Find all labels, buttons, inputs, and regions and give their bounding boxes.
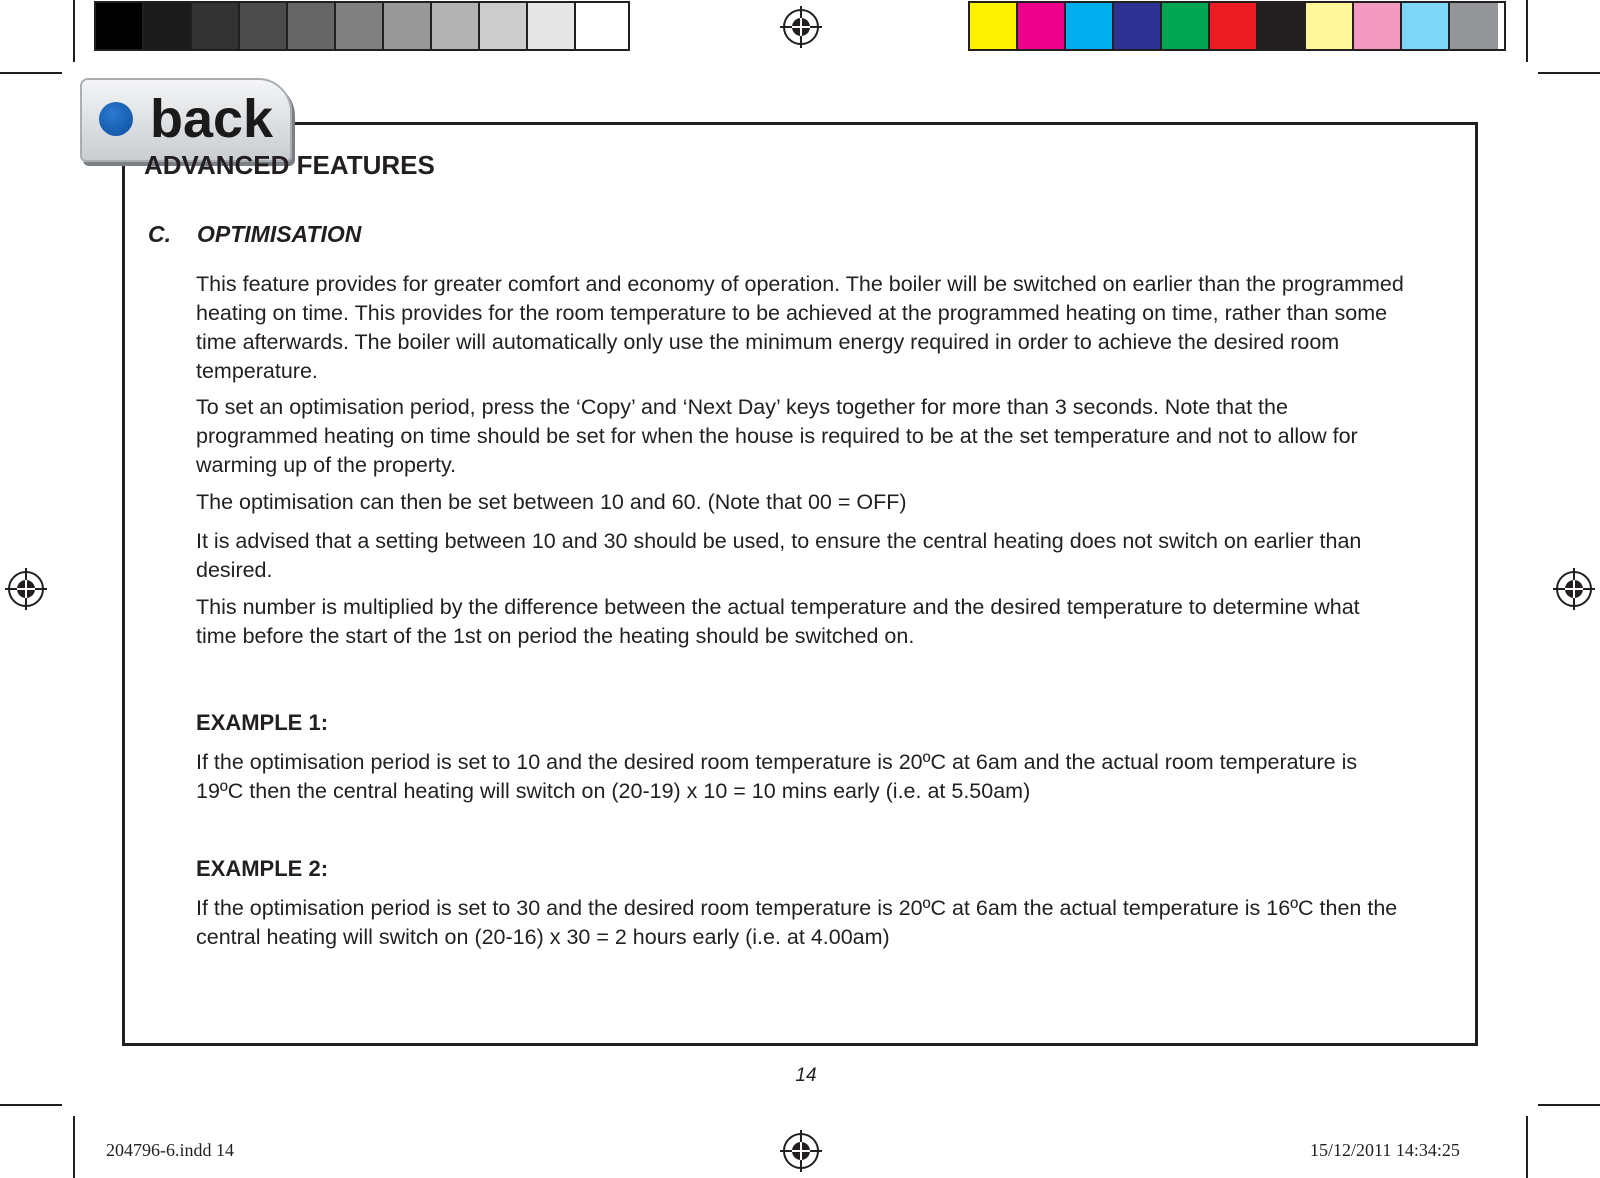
crop-mark — [73, 1116, 75, 1178]
page-number: 14 — [795, 1065, 817, 1086]
paragraph-multiplier: This number is multiplied by the difference between the actual temperature and the desired temperature to determine what time before the start of the 1st on period the heating should be switched on. — [196, 595, 1360, 648]
crop-mark — [0, 72, 62, 74]
colour-swatch — [1402, 3, 1450, 49]
crop-mark — [73, 0, 75, 62]
example-1-heading: EXAMPLE 1: — [196, 710, 329, 735]
colour-swatch — [1114, 3, 1162, 49]
example-2-text: If the optimisation period is set to 30 and the desired room temperature is 20ºC at 6am the actual temperature is 16ºC then the central heating will switch on (20-16) x 30 = 2 hours early (i.e. at 4.00am) — [196, 896, 1398, 949]
colour-swatch — [432, 3, 480, 49]
slug-filename: 204796-6.indd 14 — [106, 1140, 234, 1160]
registration-mark-icon — [5, 568, 47, 610]
crop-mark — [1538, 72, 1600, 74]
colour-swatch — [144, 3, 192, 49]
paragraph-setup: To set an optimisation period, press the ‘Copy’ and ‘Next Day’ keys together for more than 3 seconds. Note that the programmed heating on time should be set for when the house is required to be at the set temperature and not to allow for warming up of the property. — [196, 395, 1358, 477]
registration-mark-icon — [780, 6, 822, 48]
colour-swatch — [480, 3, 528, 49]
subsection-title: OPTIMISATION — [197, 221, 362, 247]
slug-timestamp: 15/12/2011 14:34:25 — [1310, 1140, 1460, 1160]
colour-swatch — [1306, 3, 1354, 49]
example-1-text: If the optimisation period is set to 10 and the desired room temperature is 20ºC at 6am and the actual room temperature is 19ºC then the central heating will switch on (20-19) x 10 = 10 mins early (i.e. at 5.50am) — [196, 750, 1358, 803]
greyscale-colour-bar — [94, 1, 630, 51]
colour-swatch — [240, 3, 288, 49]
subsection-letter: C. — [148, 221, 171, 247]
colour-swatch — [288, 3, 336, 49]
registration-mark-icon — [1553, 568, 1595, 610]
section-title: ADVANCED FEATURES — [144, 150, 435, 180]
colour-swatch — [1354, 3, 1402, 49]
colour-swatch — [192, 3, 240, 49]
crop-mark — [1526, 1116, 1528, 1178]
colour-swatch — [1018, 3, 1066, 49]
colour-swatch — [96, 3, 144, 49]
colour-swatch — [1162, 3, 1210, 49]
blue-dot-icon — [99, 102, 133, 136]
crop-mark — [1526, 0, 1528, 62]
paragraph-intro: This feature provides for greater comfort and economy of operation. The boiler will be switched on earlier than the programmed heating on time. This provides for the room temperature to be achieved at the programmed heating on time, rather than some time afterwards. The boiler will automatically only use the minimum energy required in order to achieve the desired room temperature. — [196, 272, 1404, 383]
paragraph-range: The optimisation can then be set between 10 and 60. (Note that 00 = OFF) — [196, 490, 907, 514]
colour-swatch — [970, 3, 1018, 49]
paragraph-advice: It is advised that a setting between 10 and 30 should be used, to ensure the central heating does not switch on earlier than desired. — [196, 529, 1362, 582]
registration-mark-icon — [780, 1130, 822, 1172]
colour-swatch — [1210, 3, 1258, 49]
colour-swatch — [528, 3, 576, 49]
colour-swatch — [1258, 3, 1306, 49]
crop-mark — [1538, 1104, 1600, 1106]
colour-swatch — [1450, 3, 1498, 49]
colour-swatch — [384, 3, 432, 49]
crop-mark — [0, 1104, 62, 1106]
process-colour-bar — [968, 1, 1506, 51]
example-2-heading: EXAMPLE 2: — [196, 856, 329, 881]
colour-swatch — [336, 3, 384, 49]
colour-swatch — [1066, 3, 1114, 49]
colour-swatch — [576, 3, 624, 49]
back-label: back — [150, 89, 274, 149]
